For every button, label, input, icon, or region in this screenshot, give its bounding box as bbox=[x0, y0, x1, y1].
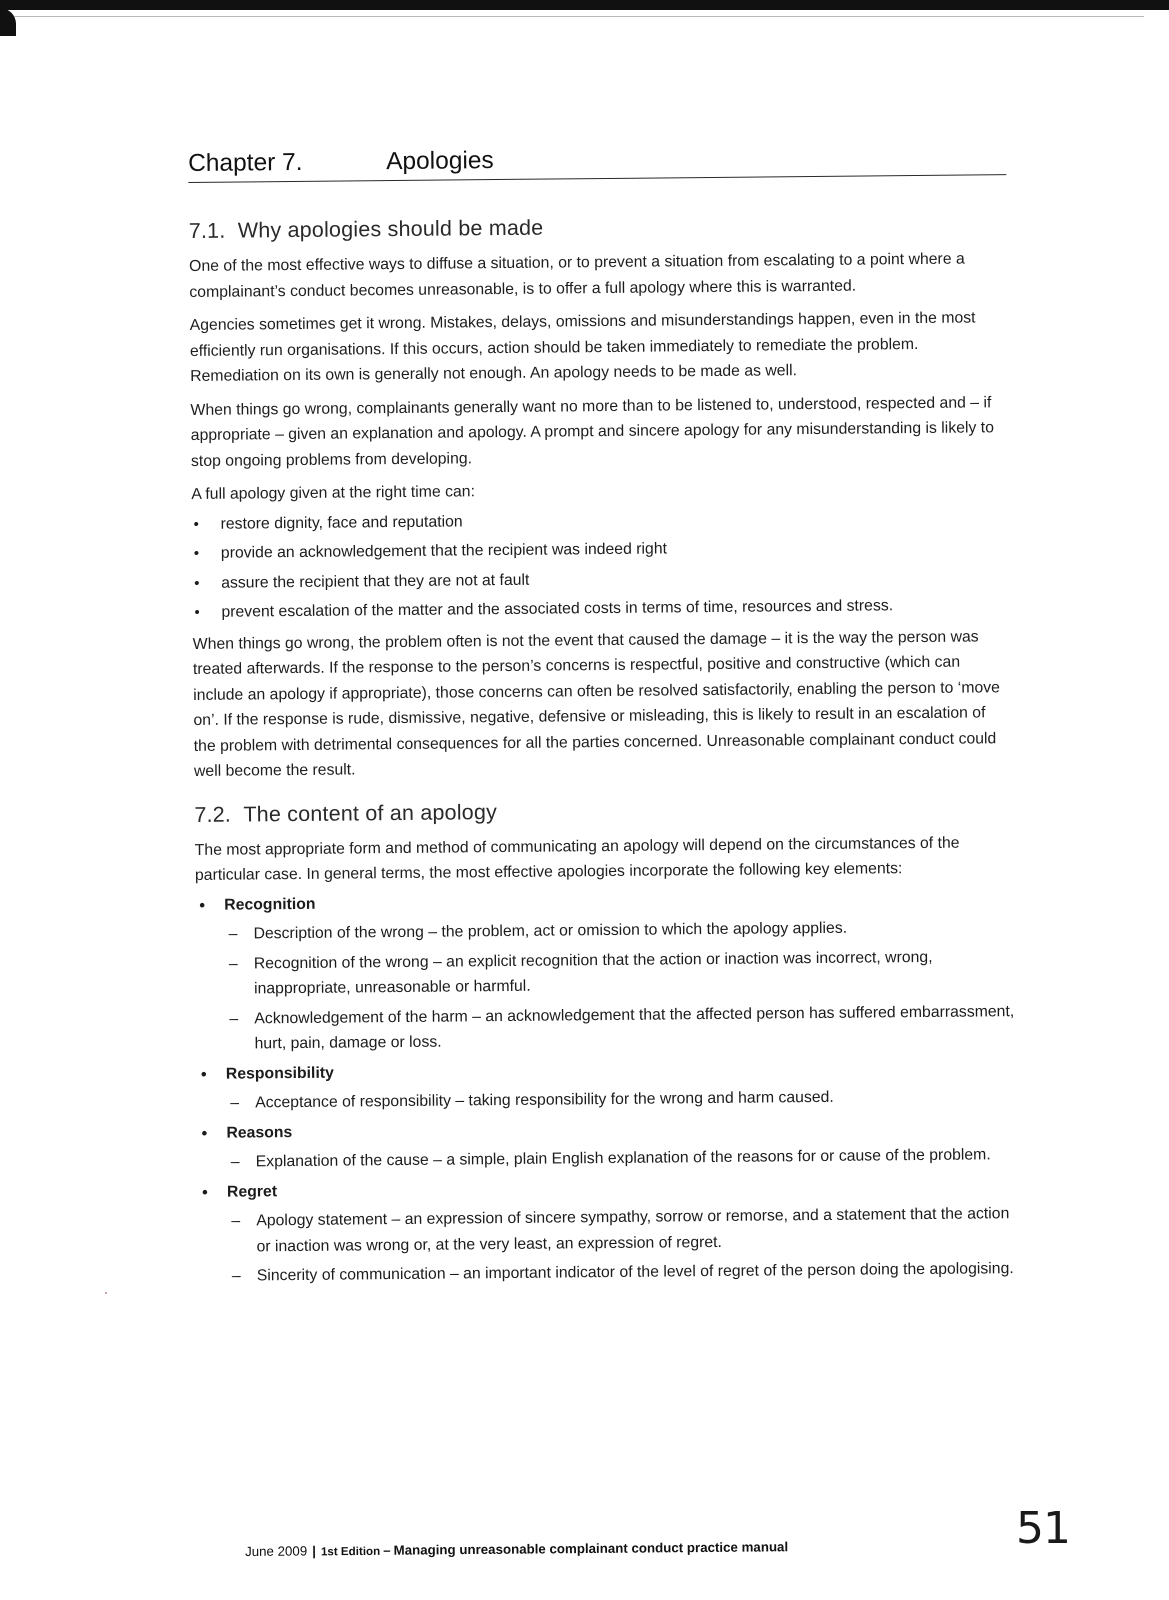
sub-item: – Apology statement – an expression of sincere sympathy, sorrow or remorse, and a statement that the action or inaction was wrong or, at the very least, an expression of regret. bbox=[227, 1201, 1016, 1260]
element-heading: • Recognition bbox=[224, 895, 316, 914]
page-number: 51 bbox=[1016, 1503, 1070, 1554]
page-content bbox=[188, 142, 1017, 1293]
footer-dash: – bbox=[383, 1542, 391, 1558]
scan-page-edge bbox=[14, 16, 1144, 17]
paragraph: One of the most effective ways to diffuse a situation, or to prevent a situation from escalating to a point where a complainant’s conduct becomes unreasonable, is to offer a full apology where this is warranted. bbox=[189, 250, 965, 301]
paragraph: Agencies sometimes get it wrong. Mistakes, delays, omissions and misunderstandings happen, even in the most efficiently run organisations. If this occurs, action should be taken immediately to remediate the problem. Remediation on its own is generally not enough. An apology needs to be made as well. bbox=[189, 309, 976, 385]
element-heading: • Regret bbox=[226, 1182, 278, 1201]
scan-border-corner bbox=[0, 8, 16, 36]
sub-item: – Sincerity of communication – an important indicator of the level of regret of the person doing the apologising. bbox=[228, 1256, 1017, 1289]
key-element-regret bbox=[198, 1172, 1017, 1290]
section-heading-7-1 bbox=[189, 211, 1007, 244]
paragraph: When things go wrong, the problem often is not the event that caused the damage – it is the way the person was treated afterwards. If the response to the person’s concerns is respectful, positive and constructive (which can include an apology if appropriate), those concerns can often be resolved satisfactorily, enabling the person to ‘move on’. If the response is rude, dismissive, negative, defensive or misleading, this is likely to result in an escalation of the problem with detrimental consequences for all the parties concerned. Unreasonable complainant conduct could well become the result. bbox=[192, 627, 1000, 780]
paragraph: The most appropriate form and method of communicating an apology will depend on the circumstances of the particular case. In general terms, the most effective apologies incorporate the following key elements: bbox=[194, 834, 960, 884]
chapter-title: Apologies bbox=[385, 147, 494, 176]
chapter-header bbox=[188, 142, 1006, 183]
list-item: • provide an acknowledgement that the recipient was indeed right bbox=[192, 533, 1010, 566]
footer-date: June 2009 bbox=[245, 1543, 308, 1559]
key-element-recognition bbox=[195, 885, 1015, 1058]
benefits-list bbox=[191, 504, 1010, 626]
scan-border-top bbox=[0, 0, 1169, 10]
sub-item: – Acknowledgement of the harm – an acknowledgement that the affected person has suffered embarrassment, hurt, pain, damage or loss. bbox=[225, 999, 1014, 1058]
section-title: The content of an apology bbox=[243, 799, 498, 826]
sub-item: – Acceptance of responsibility – taking responsibility for the wrong and harm caused. bbox=[226, 1083, 1015, 1116]
sub-item: – Recognition of the wrong – an explicit recognition that the action or inaction was incorrect, wrong, inappropriate, unreasonable or harmful. bbox=[225, 944, 1014, 1003]
element-heading: • Responsibility bbox=[225, 1064, 334, 1083]
element-heading: • Reasons bbox=[226, 1123, 293, 1142]
section-title: Why apologies should be made bbox=[237, 215, 544, 243]
paragraph: A full apology given at the right time can: bbox=[191, 483, 476, 503]
list-item: • prevent escalation of the matter and the associated costs in terms of time, resources and stress. bbox=[192, 592, 1010, 625]
sub-item: – Explanation of the cause – a simple, plain English explanation of the reasons for or cause of the problem. bbox=[227, 1142, 1016, 1175]
footer-title: Managing unreasonable complainant conduct practice manual bbox=[393, 1539, 789, 1558]
chapter-number: Chapter 7. bbox=[188, 148, 303, 177]
list-item: • assure the recipient that they are not at fault bbox=[192, 563, 1010, 596]
section-number: 7.2. bbox=[194, 802, 232, 827]
sub-item: – Description of the wrong – the problem, act or omission to which the apology applies. bbox=[224, 914, 1013, 947]
footer-edition: 1st Edition bbox=[320, 1544, 381, 1559]
section-number: 7.1. bbox=[188, 218, 226, 243]
key-element-reasons bbox=[197, 1113, 1015, 1176]
key-element-responsibility bbox=[197, 1054, 1015, 1117]
section-heading-7-2 bbox=[194, 795, 1012, 828]
footer-separator: | bbox=[312, 1543, 316, 1559]
paragraph: When things go wrong, complainants generally want no more than to be listened to, understood, respected and – if appropriate – given an explanation and apology. A prompt and sincere apology for any misunderstanding is likely to stop ongoing problems from developing. bbox=[190, 393, 995, 470]
key-elements-list bbox=[195, 885, 1017, 1290]
list-item: • restore dignity, face and reputation bbox=[191, 504, 1009, 537]
scan-speck bbox=[105, 1292, 107, 1294]
page-footer bbox=[245, 1539, 788, 1559]
